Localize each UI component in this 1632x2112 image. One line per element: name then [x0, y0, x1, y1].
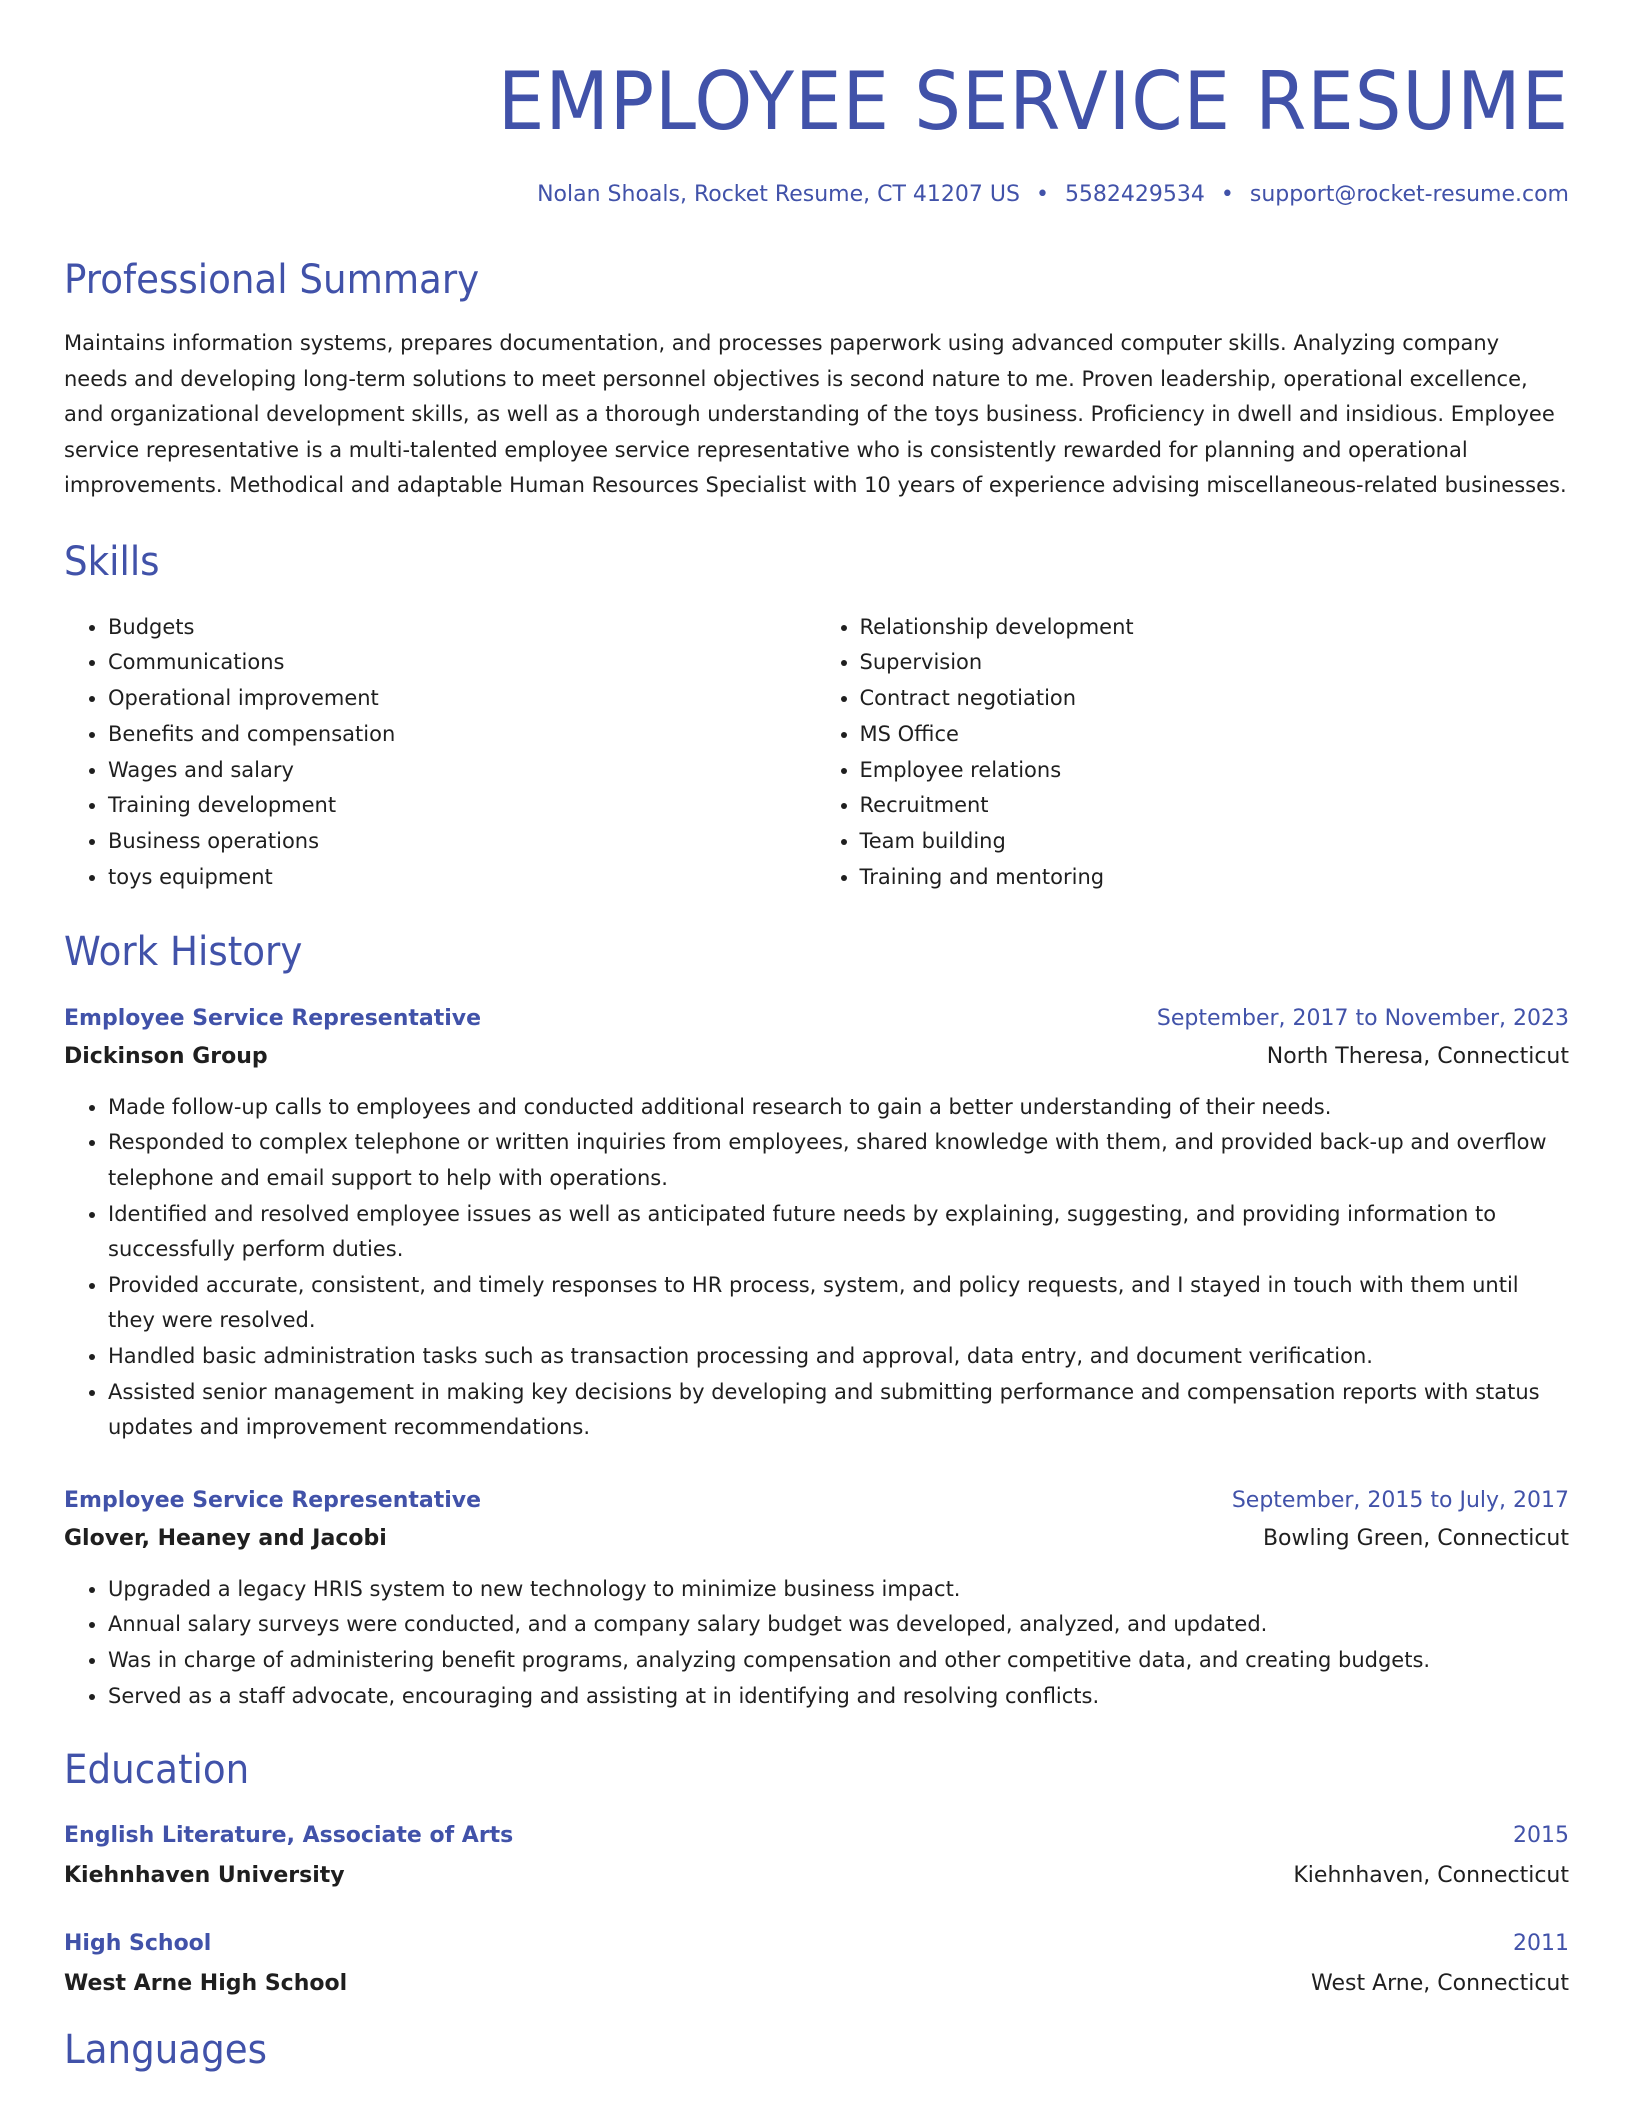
job-bullet: • Provided accurate, consistent, and timely responses to HR process, system, and policy requests, and I stayed in touch with them until they were resolved.: [108, 1268, 1569, 1339]
job-header: [64, 1000, 1569, 1038]
skill-item: • Operational improvement: [108, 681, 817, 717]
contact-line: [64, 180, 1569, 210]
education-school: Kiehnhaven University: [64, 1863, 345, 1889]
job-entry: [64, 1000, 1569, 1446]
education-entry: [64, 1816, 1569, 1896]
education-location: West Arne, Connecticut: [1311, 1971, 1569, 1997]
job-subheader: [64, 1038, 1569, 1076]
job-entry: [64, 1482, 1569, 1714]
skill-item: • Wages and salary: [108, 753, 817, 789]
skill-item: • Training and mentoring: [860, 860, 1570, 896]
skill-item: • Benefits and compensation: [108, 717, 817, 753]
job-bullet: • Made follow-up calls to employees and conducted additional research to gain a better understanding of their needs.: [108, 1090, 1569, 1126]
job-title: Employee Service Representative: [64, 1005, 482, 1031]
education-location: Kiehnhaven, Connecticut: [1293, 1863, 1569, 1889]
job-bullets: [64, 1572, 1569, 1714]
skills-column-left: [64, 610, 817, 896]
job-bullets: [64, 1090, 1569, 1446]
skill-item: • toys equipment: [108, 860, 817, 896]
skill-item: • Relationship development: [860, 610, 1570, 646]
job-location: Bowling Green, Connecticut: [1262, 1525, 1569, 1551]
contact-separator: •: [1220, 182, 1234, 207]
summary-text: Maintains information systems, prepares documentation, and processes paperwork using advanced computer skills. Analyzing company needs and developing long-term solutions to meet personnel objectives is second nature to me. Proven leadership, operational excellence, and organizational development skills, as well as a thorough understanding of the toys business. Proficiency in dwell and insidious. Employee service representative is a multi-talented employee service representative who is consistently rewarded for planning and operational improvements. Methodical and adaptable Human Resources Specialist with 10 years of experience advising miscellaneous-related businesses.: [64, 331, 1567, 497]
skill-item: • MS Office: [860, 717, 1570, 753]
job-bullet: • Served as a staff advocate, encouraging and assisting at in identifying and resolving conflicts.: [108, 1679, 1569, 1715]
skills-list: [64, 610, 1569, 896]
skills-column-right: [817, 610, 1570, 896]
section-heading-skills: Skills: [64, 538, 160, 585]
skill-item: • Budgets: [108, 610, 817, 646]
job-bullet: • Handled basic administration tasks such as transaction processing and approval, data entry, and document verification.: [108, 1339, 1569, 1375]
section-heading-work-history: Work History: [64, 928, 303, 975]
job-company: Dickinson Group: [64, 1043, 268, 1069]
education-entry: [64, 1924, 1569, 2004]
job-bullet: • Upgraded a legacy HRIS system to new technology to minimize business impact.: [108, 1572, 1569, 1608]
skill-item: • Communications: [108, 645, 817, 681]
contact-separator: •: [1035, 182, 1049, 207]
contact-phone: 5582429534: [1064, 182, 1205, 207]
job-dates: September, 2015 to July, 2017: [1231, 1487, 1569, 1513]
contact-address: Nolan Shoals, Rocket Resume, CT 41207 US: [537, 182, 1020, 207]
skill-item: • Contract negotiation: [860, 681, 1570, 717]
job-company: Glover, Heaney and Jacobi: [64, 1525, 387, 1551]
skill-item: • Recruitment: [860, 788, 1570, 824]
job-bullet: • Was in charge of administering benefit programs, analyzing compensation and other competitive data, and creating budgets.: [108, 1643, 1569, 1679]
education-year: 2011: [1513, 1931, 1569, 1957]
job-header: [64, 1482, 1569, 1520]
education-school: West Arne High School: [64, 1971, 348, 1997]
job-location: North Theresa, Connecticut: [1266, 1043, 1569, 1069]
skill-item: • Employee relations: [860, 753, 1570, 789]
contact-email: support@rocket-resume.com: [1249, 182, 1569, 207]
education-degree: High School: [64, 1931, 212, 1957]
job-bullet: • Identified and resolved employee issues as well as anticipated future needs by explaining, suggesting, and providing information to successfully perform duties.: [108, 1197, 1569, 1268]
section-heading-education: Education: [64, 1747, 250, 1794]
job-bullet: • Assisted senior management in making key decisions by developing and submitting performance and compensation reports with status updates and improvement recommendations.: [108, 1375, 1569, 1446]
skill-item: • Team building: [860, 824, 1570, 860]
job-title: Employee Service Representative: [64, 1487, 482, 1513]
education-header: [64, 1924, 1569, 1964]
resume-title: EMPLOYEE SERVICE RESUME: [497, 55, 1570, 148]
job-bullet: • Responded to complex telephone or written inquiries from employees, shared knowledge with them, and provided back-up and overflow telephone and email support to help with operations.: [108, 1125, 1569, 1196]
education-header: [64, 1816, 1569, 1856]
job-subheader: [64, 1520, 1569, 1558]
education-year: 2015: [1513, 1823, 1569, 1849]
education-subheader: [64, 1964, 1569, 2004]
section-heading-languages: Languages: [64, 2027, 267, 2074]
job-dates: September, 2017 to November, 2023: [1156, 1005, 1569, 1031]
education-subheader: [64, 1856, 1569, 1896]
skill-item: • Business operations: [108, 824, 817, 860]
education-degree: English Literature, Associate of Arts: [64, 1823, 514, 1849]
section-heading-summary: Professional Summary: [64, 257, 480, 303]
skill-item: • Training development: [108, 788, 817, 824]
skill-item: • Supervision: [860, 645, 1570, 681]
job-bullet: • Annual salary surveys were conducted, and a company salary budget was developed, analyzed, and updated.: [108, 1607, 1569, 1643]
